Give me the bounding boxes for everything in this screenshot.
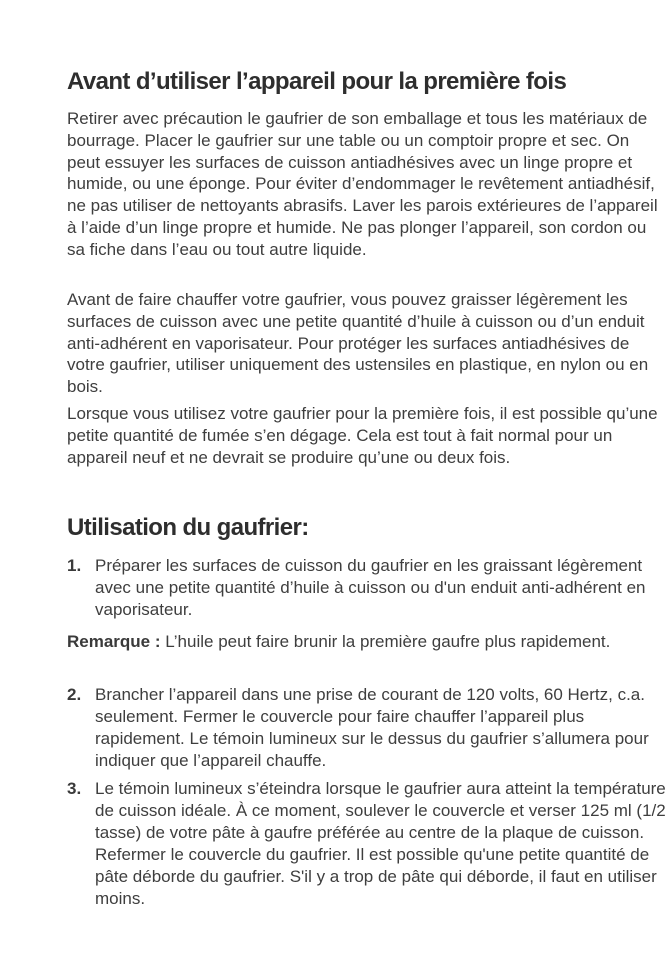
- paragraph-greasing: Avant de faire chauffer votre gaufrier, vous pouvez graisser légèrement les surfaces de cuisson avec une petite quantité d’huile à cuisson ou d’un enduit anti-adhérent en vaporisateur. Pour protéger les surfaces antiadhésives de votre gaufrier, utiliser uniquement des ustensiles en plastique, en nylon ou en bois.: [67, 290, 649, 397]
- step-text: Préparer les surfaces de cuisson du gaufrier en les graissant légèrement avec une petite quantité d’huile à cuisson ou d'un enduit anti-adhérent en vaporisateur.: [95, 556, 646, 619]
- step-text: Le témoin lumineux s’éteindra lorsque le gaufrier aura atteint la température de cuisson idéale. À ce moment, soulever le couvercle et verser 125 ml (1/2 tasse) de votre pâte à gaufre préférée au centre de la plaque de cuisson. Refermer le couvercle du gaufrier. Il est possible qu'une petite quantité de pâte déborde du gaufrier. S'il y a trop de pâte qui déborde, il faut en utiliser moins.: [95, 779, 666, 908]
- paragraph-unpacking: Retirer avec précaution le gaufrier de son emballage et tous les matériaux de bourrage. Placer le gaufrier sur une table ou un comptoir propre et sec. On peut essuyer les surfaces de cuisson antiadhésives avec un linge propre et humide, ou une éponge. Pour éviter d’endommager le revêtement antiadhésif, ne pas utiliser de nettoyants abrasifs. Laver les parois extérieures de l’appareil à l’aide d’un linge propre et humide. Ne pas plonger l’appareil, son cordon ou sa fiche dans l’eau ou tout autre liquide.: [67, 109, 658, 259]
- step-text: Brancher l’appareil dans une prise de courant de 120 volts, 60 Hertz, c.a. seulement. Fermer le couvercle pour faire chauffer l’appareil plus rapidement. Le témoin lumineux sur le dessus du gaufrier s’allumera pour indiquer que l’appareil chauffe.: [95, 685, 649, 770]
- note-text: L’huile peut faire brunir la première gaufre plus rapidement.: [165, 632, 611, 651]
- step-item-3: [67, 778, 667, 910]
- section-heading-first-use: Avant d’utiliser l’appareil pour la première fois: [67, 68, 567, 95]
- step-number: 2.: [67, 685, 82, 704]
- paragraph-first-smoke: Lorsque vous utilisez votre gaufrier pour la première fois, il est possible qu’une petite quantité de fumée s’en dégage. Cela est tout à fait normal pour un appareil neuf et ne devrait se produire qu’une ou deux fois.: [67, 404, 658, 467]
- note-block: [67, 631, 657, 653]
- note-label: Remarque :: [67, 632, 161, 651]
- section-heading-using-waffle-maker: Utilisation du gaufrier:: [67, 514, 309, 541]
- step-number: 3.: [67, 779, 82, 798]
- step-item-2: [67, 684, 667, 772]
- step-number: 1.: [67, 556, 82, 575]
- step-item-1: [67, 555, 667, 621]
